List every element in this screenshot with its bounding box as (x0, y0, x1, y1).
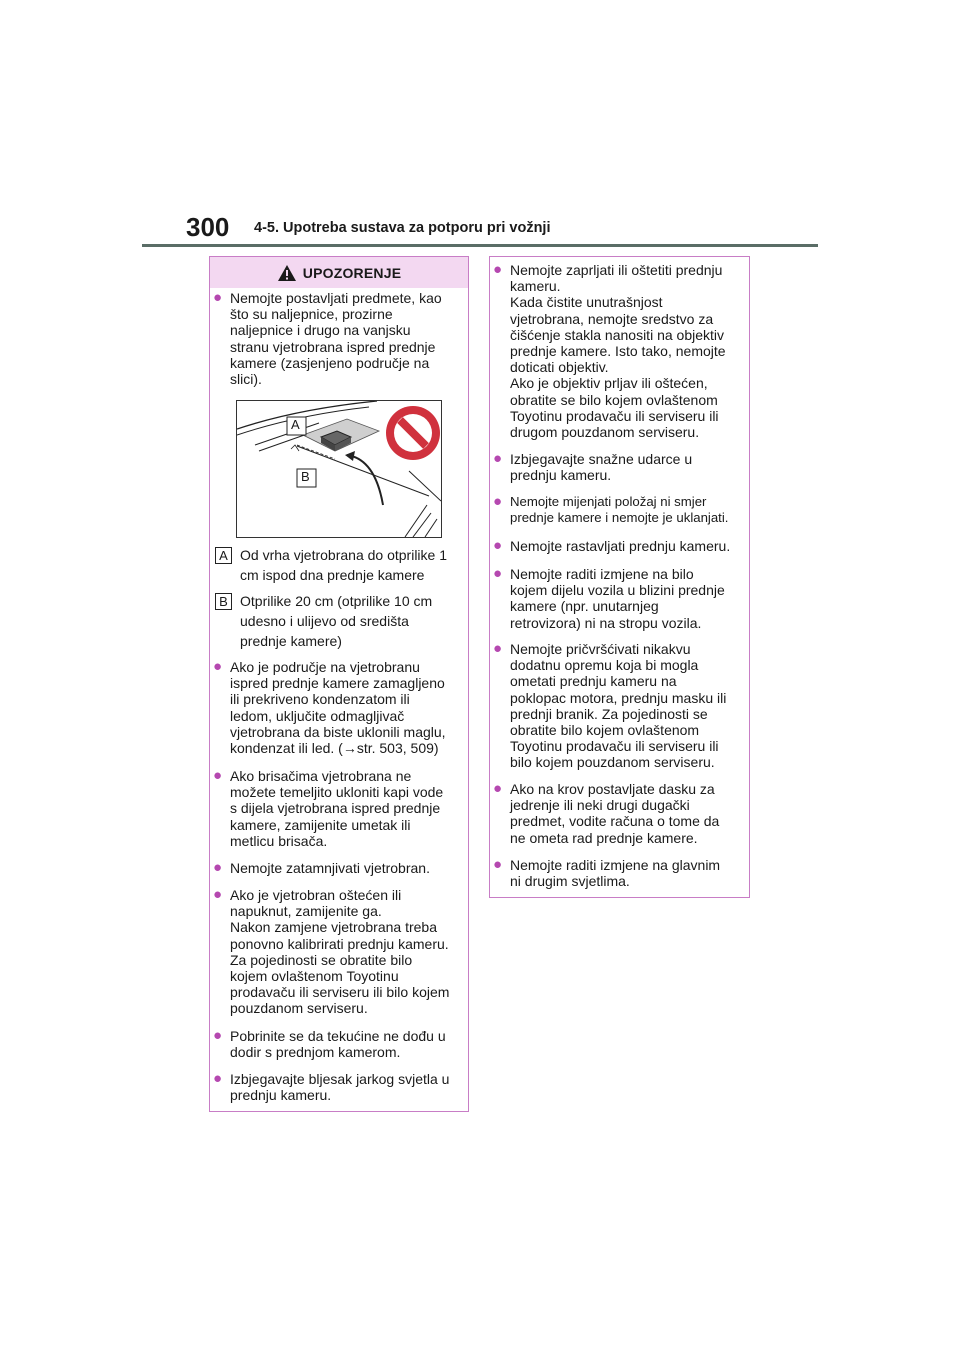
legend-text: Otprilike 20 cm (otprilike 10 cm udesno i ulijevo od središta prednje kamere) (240, 593, 433, 649)
list-item (213, 659, 463, 756)
windshield-illustration (237, 401, 441, 537)
legend-item-a (215, 545, 467, 585)
list-item (493, 494, 745, 526)
bullet-icon: ● (493, 780, 503, 797)
list-item-text: Izbjegavajte bljesak jarkog svjetla u prednju kameru. (230, 1071, 450, 1104)
list-item-text: Nemojte raditi izmjene na glavnim ni drugim svjetlima. (510, 857, 721, 890)
bullet-icon: ● (213, 658, 223, 675)
list-item (493, 857, 745, 889)
bullet-icon: ● (213, 289, 223, 306)
bullet-icon: ● (493, 261, 503, 278)
list-item-text: Ako na krov postavljate dasku za jedrenje ili neki drugi dugački predmet, vodite računa o tome da ne ometa rad prednje kamere. (510, 781, 720, 846)
list-item-text: Izbjegavajte snažne udarce u prednju kameru. (510, 451, 693, 484)
bullet-icon: ● (213, 1027, 223, 1044)
bullet-icon: ● (493, 640, 503, 657)
bullet-icon: ● (493, 856, 503, 873)
page-number: 300 (186, 212, 230, 242)
list-item (493, 262, 745, 440)
list-item-text: Nemojte mijenjati položaj ni smjer prednje kamere i nemojte je uklanjati. (510, 494, 729, 526)
bullet-icon: ● (213, 886, 223, 903)
list-item (493, 566, 745, 631)
list-item (213, 1071, 463, 1103)
list-item (493, 451, 745, 483)
list-item-text: Pobrinite se da tekućine ne dođu u dodir s prednjom kamerom. (230, 1028, 446, 1061)
bullet-icon: ● (493, 565, 503, 582)
list-item (493, 781, 745, 846)
list-item-text: Ako je vjetrobran oštećen ili napuknut, zamijenite ga. Nakon zamjene vjetrobrana treba ponovno kalibrirati prednju kameru. Za pojedinosti se obratite bilo kojem ovlaštenom Toyotinu prodavaču ili serviseru ili bilo kojem pouzdanom serviseru. (230, 887, 450, 1017)
legend-tag: A (215, 547, 232, 564)
list-item-text: Ako je područje na vjetrobranu ispred prednje kamere zamagljeno ili prekriveno kondenzatom ili ledom, uključite odmagljivač vjetrobrana da biste uklonili maglu, kondenzat ili led. (→str. 503, 509) (230, 659, 446, 757)
legend-text: Od vrha vjetrobrana do otprilike 1 cm ispod dna prednje kamere (240, 547, 447, 583)
list-item-text: Nemojte postavljati predmete, kao što su naljepnice, prozirne naljepnice i drugo na vanjsku stranu vjetrobrana ispred prednje kamere (zasjenjeno područje na slici). (230, 290, 442, 388)
list-item-text: Nemojte zaprljati ili oštetiti prednju kameru. Kada čistite unutrašnjost vjetrobrana, nemojte sredstvo za čišćenje stakla nanositi na objektiv prednje kamere. Isto tako, nemojte doticati objektiv. Ako je objektiv prljav ili oštećen, obratite se bilo kojem ovlaštenom Toyotinu prodavaču ili serviseru ili drugom pouzdanom serviseru. (510, 262, 726, 441)
list-item-text: Nemojte raditi izmjene na bilo kojem dijelu vozila u blizini prednje kamere (npr. unutarnjeg retrovizora) ni na stropu vozila. (510, 566, 725, 631)
list-item-text: Ako brisačima vjetrobrana ne možete temeljito ukloniti kapi vode s dijela vjetrobrana ispred prednje kamere, zamijenite umetak ili metlicu brisača. (230, 768, 444, 849)
warning-title: UPOZORENJE (302, 264, 402, 281)
bullet-icon: ● (493, 537, 503, 554)
figure-label-a: A (291, 417, 300, 432)
list-item (213, 768, 463, 849)
list-item-text: Nemojte rastavljati prednju kameru. (510, 538, 731, 554)
list-item-text: Nemojte zatamnjivati vjetrobran. (230, 860, 430, 876)
warning-triangle-icon (277, 264, 297, 282)
list-item (213, 1028, 463, 1060)
header-rule (142, 244, 818, 247)
bullet-icon: ● (493, 450, 503, 467)
legend-tag: B (215, 593, 232, 610)
legend-item-b (215, 591, 467, 651)
bullet-icon: ● (493, 493, 503, 510)
list-item (213, 887, 463, 1017)
warning-header (210, 257, 468, 288)
bullet-icon: ● (213, 859, 223, 876)
bullet-icon: ● (213, 767, 223, 784)
list-item (493, 641, 745, 771)
figure-label-b: B (301, 469, 310, 484)
section-title: 4-5. Upotreba sustava za potporu pri vožnji (254, 220, 551, 236)
list-item (213, 860, 463, 876)
bullet-icon: ● (213, 1070, 223, 1087)
camera-area-figure (236, 400, 442, 538)
list-item (213, 290, 463, 387)
list-item (493, 538, 745, 554)
list-item-text: Nemojte pričvršćivati nikakvu dodatnu opremu koja bi mogla ometati prednju kameru na poklopac motora, prednju masku ili prednji branik. Za pojedinosti se obratite bilo kojem ovlaštenom Toyotinu prodavaču ili serviseru ili bilo kojem pouzdanom serviseru. (510, 641, 727, 771)
